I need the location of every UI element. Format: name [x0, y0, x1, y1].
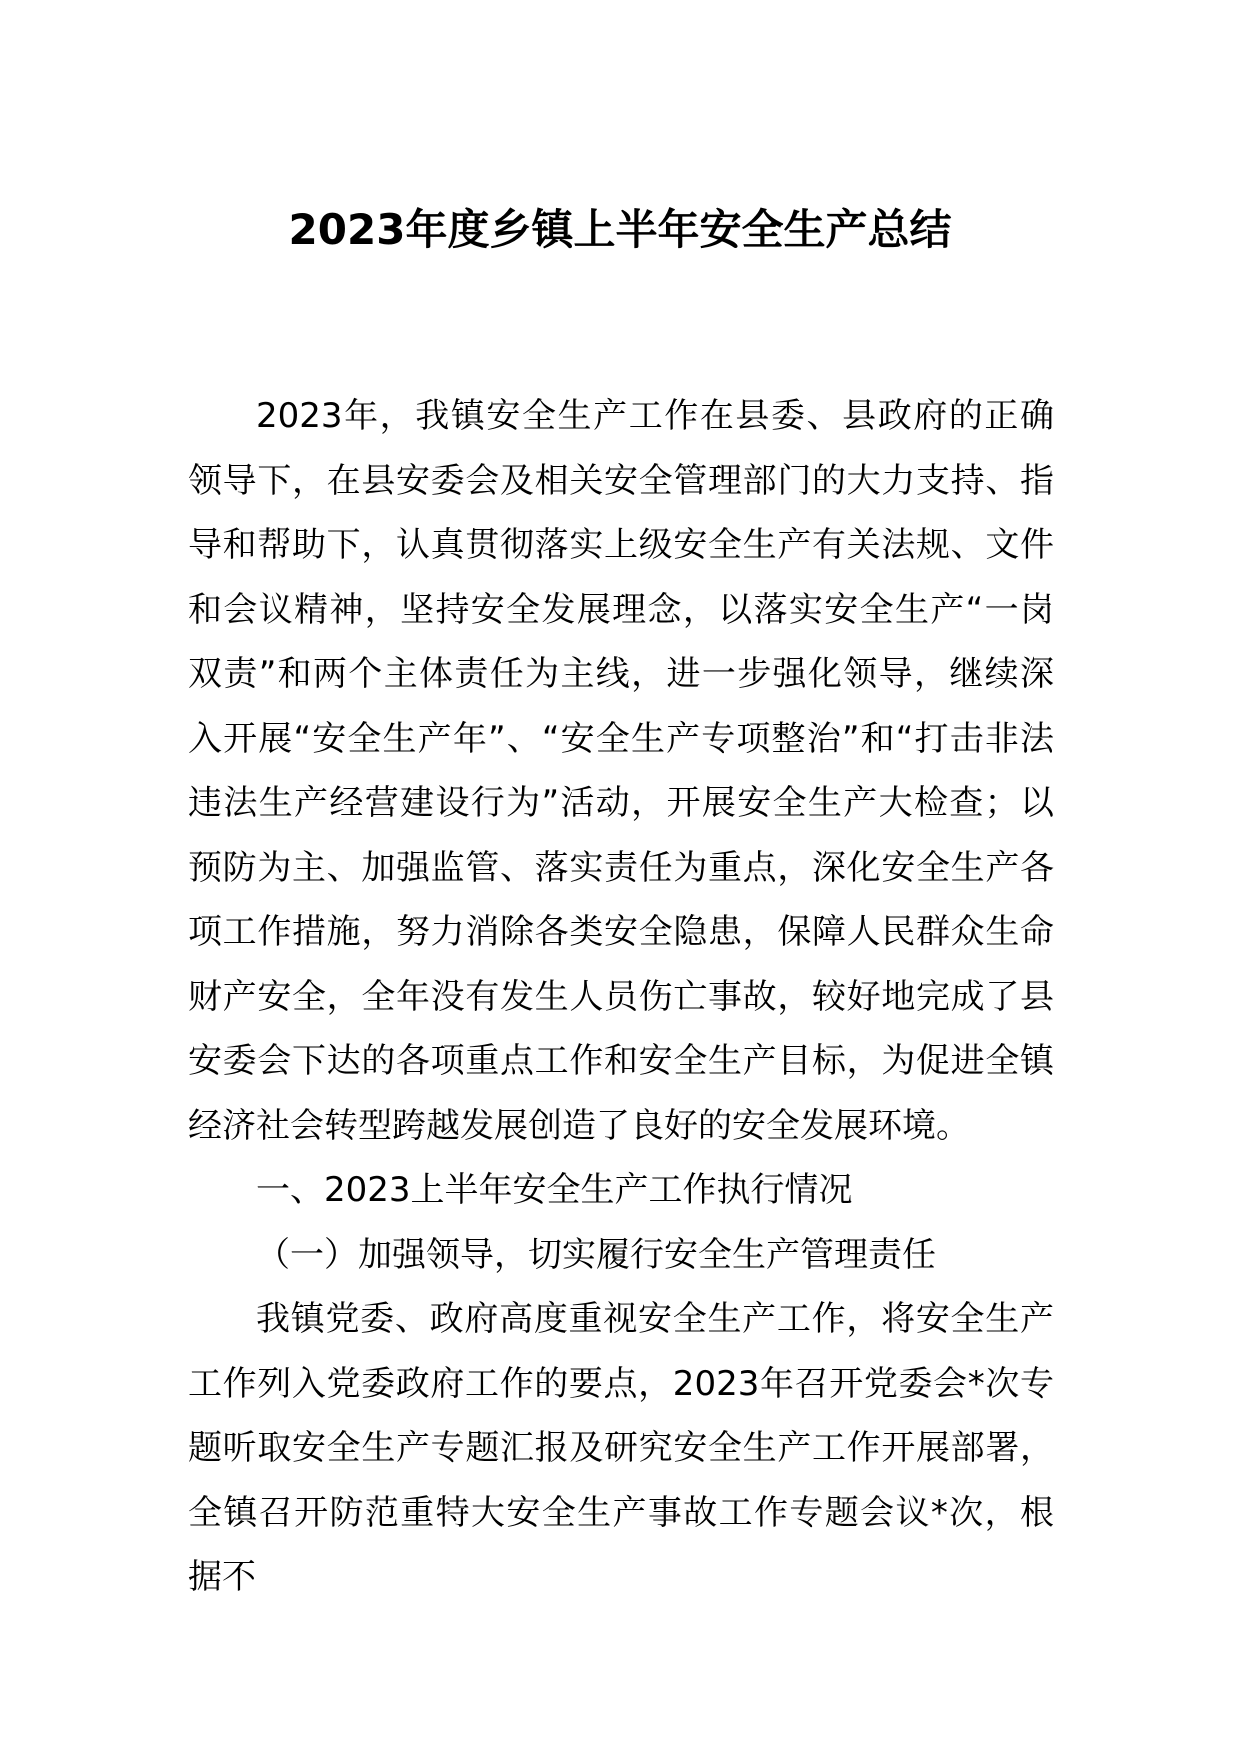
document-title: 2023年度乡镇上半年安全生产总结: [288, 205, 952, 254]
section-heading: 一、2023上半年安全生产工作执行情况: [256, 1170, 853, 1210]
subsection-heading: （一）加强领导，切实履行安全生产管理责任: [256, 1234, 936, 1275]
body-paragraph: 我镇党委、政府高度重视安全生产工作，将安全生产工作列入党委政府工作的要点，2023年召开党委会*次专题听取安全生产专题汇报及研究安全生产工作开展部署，全镇召开防范重特大安全生产事故工作专题会议*次，根据不: [188, 1299, 1054, 1597]
intro-paragraph: 2023年，我镇安全生产工作在县委、县政府的正确领导下，在县安委会及相关安全管理部门的大力支持、指导和帮助下，认真贯彻落实上级安全生产有关法规、文件和会议精神，坚持安全发展理念，以落实安全生产“一岗双责”和两个主体责任为主线，进一步强化领导，继续深入开展“安全生产年”、“安全生产专项整治”和“打击非法违法生产经营建设行为”活动，开展安全生产大检查；以预防为主、加强监管、落实责任为重点，深化安全生产各项工作措施，努力消除各类安全隐患，保障人民群众生命财产安全，全年没有发生人员伤亡事故，较好地完成了县安委会下达的各项重点工作和安全生产目标，为促进全镇经济社会转型跨越发展创造了良好的安全发展环境。: [188, 396, 1054, 1146]
document-body: [188, 384, 1054, 1610]
